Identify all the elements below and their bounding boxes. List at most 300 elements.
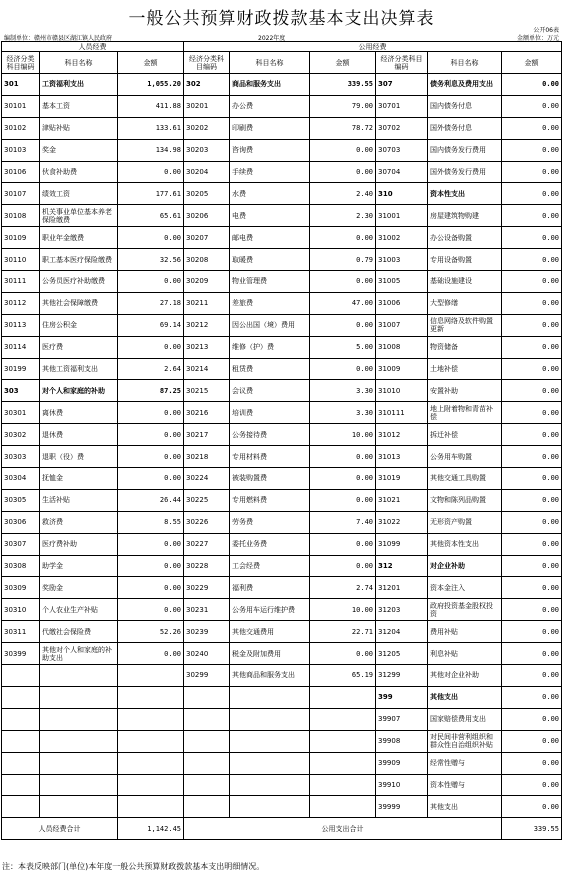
amount-cell: 0.00 <box>502 511 562 533</box>
table-row <box>2 752 562 774</box>
footnote: 注：本表反映部门(单位)本年度一般公共预算财政拨款基本支出明细情况。 <box>2 862 265 871</box>
name-cell: 文物和陈列品购置 <box>428 489 502 511</box>
amount-cell: 0.00 <box>502 227 562 249</box>
table-row <box>2 292 562 314</box>
name-cell: 医疗费 <box>40 336 118 358</box>
code-cell: 30202 <box>184 117 230 139</box>
table-row <box>2 95 562 117</box>
name-cell: 费用补贴 <box>428 621 502 643</box>
code-cell: 30108 <box>2 205 40 227</box>
amount-cell <box>118 686 184 708</box>
name-cell: 专用燃料费 <box>230 489 310 511</box>
name-cell: 绩效工资 <box>40 183 118 205</box>
code-cell: 31099 <box>376 533 428 555</box>
code-cell: 30212 <box>184 314 230 336</box>
table-row <box>2 380 562 402</box>
amount-cell <box>310 774 376 796</box>
name-cell: 基本工资 <box>40 95 118 117</box>
name-cell: 职业年金缴费 <box>40 227 118 249</box>
name-cell: 取暖费 <box>230 249 310 271</box>
amount-cell: 10.00 <box>310 599 376 621</box>
name-cell: 物资储备 <box>428 336 502 358</box>
code-cell: 31002 <box>376 227 428 249</box>
name-cell: 其他交通工具购置 <box>428 468 502 490</box>
code-cell: 30107 <box>2 183 40 205</box>
amount-cell: 0.00 <box>118 446 184 468</box>
amount-cell: 0.00 <box>502 139 562 161</box>
name-cell: 劳务费 <box>230 511 310 533</box>
name-header: 科目名称 <box>230 52 310 74</box>
amount-cell: 0.00 <box>502 468 562 490</box>
amount-cell: 0.00 <box>118 577 184 599</box>
name-cell: 医疗费补助 <box>40 533 118 555</box>
name-cell: 培训费 <box>230 402 310 424</box>
code-cell: 30214 <box>184 358 230 380</box>
amount-cell: 177.61 <box>118 183 184 205</box>
code-cell: 30305 <box>2 489 40 511</box>
code-cell: 30303 <box>2 446 40 468</box>
expenditure-table <box>1 41 562 840</box>
code-cell: 31006 <box>376 292 428 314</box>
code-header: 经济分类科目编码 <box>184 52 230 74</box>
name-cell: 专用材料费 <box>230 446 310 468</box>
code-cell: 31001 <box>376 205 428 227</box>
table-row <box>2 271 562 293</box>
code-cell: 30209 <box>184 271 230 293</box>
code-cell: 30211 <box>184 292 230 314</box>
code-cell <box>184 752 230 774</box>
code-cell: 30102 <box>2 117 40 139</box>
code-cell: 30110 <box>2 249 40 271</box>
amount-cell: 0.00 <box>502 271 562 293</box>
name-cell: 奖励金 <box>40 577 118 599</box>
amount-cell: 0.00 <box>502 533 562 555</box>
name-cell <box>40 752 118 774</box>
amount-cell: 0.00 <box>502 708 562 730</box>
public-header: 公用经费 <box>184 42 562 52</box>
name-cell: 其他商品和服务支出 <box>230 665 310 687</box>
amount-header: 金额 <box>502 52 562 74</box>
table-row <box>2 117 562 139</box>
table-row <box>2 511 562 533</box>
name-cell <box>40 665 118 687</box>
name-cell: 对企业补助 <box>428 555 502 577</box>
amount-cell: 0.79 <box>310 249 376 271</box>
name-cell: 物业管理费 <box>230 271 310 293</box>
name-cell: 其他对个人和家庭的补助支出 <box>40 643 118 665</box>
name-cell: 其他对企业补助 <box>428 665 502 687</box>
code-cell: 31005 <box>376 271 428 293</box>
unit-label: 编制单位：赣州市赣县区湖江镇人民政府 <box>4 35 113 42</box>
name-cell: 房屋建筑物购建 <box>428 205 502 227</box>
name-cell: 利息补贴 <box>428 643 502 665</box>
amount-cell: 0.00 <box>502 74 562 96</box>
amount-cell: 0.00 <box>502 446 562 468</box>
code-cell: 30231 <box>184 599 230 621</box>
code-header: 经济分类科目编码 <box>376 52 428 74</box>
code-cell <box>2 752 40 774</box>
name-cell: 债务利息及费用支出 <box>428 74 502 96</box>
public-total-amount: 339.55 <box>502 818 562 840</box>
name-cell: 工会经费 <box>230 555 310 577</box>
amount-cell: 0.00 <box>310 533 376 555</box>
table-row <box>2 227 562 249</box>
name-cell: 资本性支出 <box>428 183 502 205</box>
amount-cell: 0.00 <box>502 599 562 621</box>
table-row <box>2 533 562 555</box>
name-cell: 安置补助 <box>428 380 502 402</box>
name-cell: 国外债务发行费用 <box>428 161 502 183</box>
amount-cell: 65.61 <box>118 205 184 227</box>
amount-cell: 0.00 <box>502 774 562 796</box>
code-cell: 30701 <box>376 95 428 117</box>
name-cell: 经常性赠与 <box>428 752 502 774</box>
public-total-label: 公用支出合计 <box>184 818 502 840</box>
name-cell: 退休费 <box>40 424 118 446</box>
table-row <box>2 599 562 621</box>
amount-cell: 0.00 <box>310 271 376 293</box>
code-cell <box>2 708 40 730</box>
table-row <box>2 665 562 687</box>
name-cell: 地上附着物和青苗补偿 <box>428 402 502 424</box>
name-cell: 伙食补助费 <box>40 161 118 183</box>
amount-header: 金额 <box>310 52 376 74</box>
amount-cell: 0.00 <box>310 161 376 183</box>
code-cell: 39908 <box>376 730 428 752</box>
name-cell: 大型修缮 <box>428 292 502 314</box>
code-cell: 30113 <box>2 314 40 336</box>
amount-cell: 0.00 <box>502 686 562 708</box>
amount-cell: 0.00 <box>502 489 562 511</box>
name-cell: 抚恤金 <box>40 468 118 490</box>
code-cell <box>2 686 40 708</box>
amount-cell: 0.00 <box>118 336 184 358</box>
amount-cell: 0.00 <box>310 314 376 336</box>
code-header: 经济分类科目编码 <box>2 52 40 74</box>
amount-cell: 65.19 <box>310 665 376 687</box>
name-cell: 因公出国（境）费用 <box>230 314 310 336</box>
name-cell: 租赁费 <box>230 358 310 380</box>
code-cell: 30308 <box>2 555 40 577</box>
name-header: 科目名称 <box>428 52 502 74</box>
name-cell: 住房公积金 <box>40 314 118 336</box>
amount-cell: 0.00 <box>502 292 562 314</box>
name-cell: 水费 <box>230 183 310 205</box>
amount-cell: 0.00 <box>118 533 184 555</box>
amount-cell: 0.00 <box>502 577 562 599</box>
code-cell: 31003 <box>376 249 428 271</box>
fiscal-year: 2022年度 <box>258 35 286 42</box>
table-row <box>2 468 562 490</box>
code-cell <box>2 730 40 752</box>
amount-cell: 1,055.20 <box>118 74 184 96</box>
currency-unit: 金额单位：万元 <box>516 35 559 42</box>
code-cell <box>184 796 230 818</box>
amount-cell: 0.00 <box>502 95 562 117</box>
amount-cell: 0.00 <box>310 468 376 490</box>
code-cell: 30309 <box>2 577 40 599</box>
amount-cell: 0.00 <box>502 205 562 227</box>
amount-cell: 0.00 <box>310 643 376 665</box>
code-cell: 39999 <box>376 796 428 818</box>
amount-cell: 27.18 <box>118 292 184 314</box>
code-cell <box>184 686 230 708</box>
name-cell: 机关事业单位基本养老保险缴费 <box>40 205 118 227</box>
amount-cell: 0.00 <box>502 555 562 577</box>
code-cell: 302 <box>184 74 230 96</box>
table-row <box>2 555 562 577</box>
name-cell: 退职（役）费 <box>40 446 118 468</box>
amount-cell: 26.44 <box>118 489 184 511</box>
code-cell: 31013 <box>376 446 428 468</box>
name-cell: 会议费 <box>230 380 310 402</box>
amount-cell: 0.00 <box>118 468 184 490</box>
amount-cell: 0.00 <box>310 139 376 161</box>
name-cell <box>40 796 118 818</box>
amount-cell: 339.55 <box>310 74 376 96</box>
code-cell: 30306 <box>2 511 40 533</box>
name-cell: 对个人和家庭的补助 <box>40 380 118 402</box>
code-cell: 30112 <box>2 292 40 314</box>
name-cell: 商品和服务支出 <box>230 74 310 96</box>
amount-cell: 2.74 <box>310 577 376 599</box>
code-cell: 30217 <box>184 424 230 446</box>
amount-cell: 0.00 <box>502 752 562 774</box>
name-cell: 福利费 <box>230 577 310 599</box>
code-cell: 30201 <box>184 95 230 117</box>
table-row <box>2 336 562 358</box>
table-row <box>2 686 562 708</box>
code-cell: 30704 <box>376 161 428 183</box>
code-cell: 31010 <box>376 380 428 402</box>
name-cell: 工资福利支出 <box>40 74 118 96</box>
code-cell: 30302 <box>2 424 40 446</box>
name-cell: 生活补贴 <box>40 489 118 511</box>
amount-cell: 87.25 <box>118 380 184 402</box>
name-cell: 邮电费 <box>230 227 310 249</box>
amount-cell: 0.00 <box>118 599 184 621</box>
name-cell: 其他交通费用 <box>230 621 310 643</box>
amount-cell: 2.30 <box>310 205 376 227</box>
name-cell: 印刷费 <box>230 117 310 139</box>
amount-cell: 0.00 <box>502 424 562 446</box>
name-cell: 国内债务发行费用 <box>428 139 502 161</box>
amount-cell <box>310 730 376 752</box>
code-cell: 30299 <box>184 665 230 687</box>
code-cell: 30229 <box>184 577 230 599</box>
name-cell <box>230 774 310 796</box>
name-cell: 维修（护）费 <box>230 336 310 358</box>
amount-cell: 0.00 <box>502 621 562 643</box>
code-cell: 30224 <box>184 468 230 490</box>
code-cell: 30218 <box>184 446 230 468</box>
amount-cell: 69.14 <box>118 314 184 336</box>
code-cell: 301 <box>2 74 40 96</box>
code-cell: 30207 <box>184 227 230 249</box>
name-cell <box>40 730 118 752</box>
code-cell: 30216 <box>184 402 230 424</box>
amount-cell <box>310 796 376 818</box>
amount-cell: 47.00 <box>310 292 376 314</box>
amount-cell: 22.71 <box>310 621 376 643</box>
name-cell: 职工基本医疗保险缴费 <box>40 249 118 271</box>
code-cell <box>184 730 230 752</box>
amount-cell: 7.40 <box>310 511 376 533</box>
code-cell: 30204 <box>184 161 230 183</box>
name-cell: 国家赔偿费用支出 <box>428 708 502 730</box>
name-cell: 其他支出 <box>428 686 502 708</box>
amount-cell: 32.56 <box>118 249 184 271</box>
code-cell: 30208 <box>184 249 230 271</box>
code-cell: 30213 <box>184 336 230 358</box>
name-cell: 政府投资基金股权投资 <box>428 599 502 621</box>
code-cell: 31012 <box>376 424 428 446</box>
table-row <box>2 708 562 730</box>
code-cell: 30228 <box>184 555 230 577</box>
code-cell: 30307 <box>2 533 40 555</box>
amount-cell: 0.00 <box>118 555 184 577</box>
code-cell: 30227 <box>184 533 230 555</box>
name-cell <box>40 686 118 708</box>
name-cell: 办公费 <box>230 95 310 117</box>
name-cell <box>230 796 310 818</box>
name-cell <box>230 730 310 752</box>
table-row <box>2 205 562 227</box>
amount-cell: 3.30 <box>310 380 376 402</box>
code-cell: 30399 <box>2 643 40 665</box>
table-row <box>2 402 562 424</box>
table-row <box>2 730 562 752</box>
name-cell: 被装购置费 <box>230 468 310 490</box>
code-cell <box>2 796 40 818</box>
name-cell: 离休费 <box>40 402 118 424</box>
code-cell: 30225 <box>184 489 230 511</box>
code-cell: 30304 <box>2 468 40 490</box>
amount-cell: 0.00 <box>118 161 184 183</box>
code-cell: 30199 <box>2 358 40 380</box>
name-cell <box>40 708 118 730</box>
name-cell: 土地补偿 <box>428 358 502 380</box>
amount-cell: 3.30 <box>310 402 376 424</box>
name-cell: 其他社会保障缴费 <box>40 292 118 314</box>
amount-cell <box>118 730 184 752</box>
code-cell: 31299 <box>376 665 428 687</box>
amount-cell: 52.26 <box>118 621 184 643</box>
table-row <box>2 643 562 665</box>
amount-cell: 78.72 <box>310 117 376 139</box>
personnel-total-label: 人员经费合计 <box>2 818 118 840</box>
table-row <box>2 621 562 643</box>
name-cell: 手续费 <box>230 161 310 183</box>
name-cell <box>40 774 118 796</box>
name-header: 科目名称 <box>40 52 118 74</box>
name-cell: 电费 <box>230 205 310 227</box>
name-cell: 津贴补贴 <box>40 117 118 139</box>
name-cell: 助学金 <box>40 555 118 577</box>
table-row <box>2 446 562 468</box>
amount-cell <box>310 686 376 708</box>
code-cell: 30301 <box>2 402 40 424</box>
table-row <box>2 249 562 271</box>
code-cell <box>2 665 40 687</box>
code-cell: 30103 <box>2 139 40 161</box>
code-cell: 31009 <box>376 358 428 380</box>
amount-cell <box>310 708 376 730</box>
name-cell: 信息网络及软件购置更新 <box>428 314 502 336</box>
name-cell: 咨询费 <box>230 139 310 161</box>
amount-cell: 0.00 <box>118 424 184 446</box>
amount-cell: 0.00 <box>118 271 184 293</box>
name-cell: 资本性赠与 <box>428 774 502 796</box>
code-cell: 30205 <box>184 183 230 205</box>
amount-cell: 5.00 <box>310 336 376 358</box>
amount-cell: 0.00 <box>502 402 562 424</box>
code-cell: 310 <box>376 183 428 205</box>
code-cell: 30106 <box>2 161 40 183</box>
amount-cell <box>118 774 184 796</box>
name-cell: 基础设施建设 <box>428 271 502 293</box>
code-cell: 31201 <box>376 577 428 599</box>
page-title: 一般公共预算财政拨款基本支出决算表 <box>128 9 435 29</box>
amount-cell: 8.55 <box>118 511 184 533</box>
name-cell: 个人农业生产补贴 <box>40 599 118 621</box>
name-cell: 公务接待费 <box>230 424 310 446</box>
name-cell: 救济费 <box>40 511 118 533</box>
name-cell: 办公设备购置 <box>428 227 502 249</box>
amount-cell: 10.00 <box>310 424 376 446</box>
name-cell <box>230 708 310 730</box>
code-cell: 310111 <box>376 402 428 424</box>
code-cell: 30101 <box>2 95 40 117</box>
code-cell: 31205 <box>376 643 428 665</box>
code-cell: 30215 <box>184 380 230 402</box>
amount-cell: 133.61 <box>118 117 184 139</box>
amount-cell: 0.00 <box>310 555 376 577</box>
name-cell: 资本金注入 <box>428 577 502 599</box>
name-cell <box>230 686 310 708</box>
code-cell: 31007 <box>376 314 428 336</box>
code-cell <box>184 774 230 796</box>
table-row <box>2 314 562 336</box>
amount-cell: 0.00 <box>502 117 562 139</box>
table-row <box>2 424 562 446</box>
code-cell: 30109 <box>2 227 40 249</box>
code-cell: 303 <box>2 380 40 402</box>
table-row <box>2 74 562 96</box>
amount-cell: 0.00 <box>502 358 562 380</box>
code-cell: 399 <box>376 686 428 708</box>
amount-cell: 79.00 <box>310 95 376 117</box>
name-cell: 其他资本性支出 <box>428 533 502 555</box>
amount-cell: 0.00 <box>310 358 376 380</box>
amount-cell: 0.00 <box>502 336 562 358</box>
amount-cell: 0.00 <box>502 380 562 402</box>
amount-cell: 2.40 <box>310 183 376 205</box>
table-row <box>2 358 562 380</box>
amount-cell: 0.00 <box>118 402 184 424</box>
table-row <box>2 796 562 818</box>
code-cell: 30310 <box>2 599 40 621</box>
code-cell: 39907 <box>376 708 428 730</box>
amount-cell <box>118 665 184 687</box>
form-code: 公开06表 <box>533 27 559 34</box>
name-cell: 代缴社会保险费 <box>40 621 118 643</box>
amount-cell: 0.00 <box>118 643 184 665</box>
name-cell: 奖金 <box>40 139 118 161</box>
amount-cell: 0.00 <box>502 665 562 687</box>
code-cell <box>184 708 230 730</box>
table-row <box>2 161 562 183</box>
